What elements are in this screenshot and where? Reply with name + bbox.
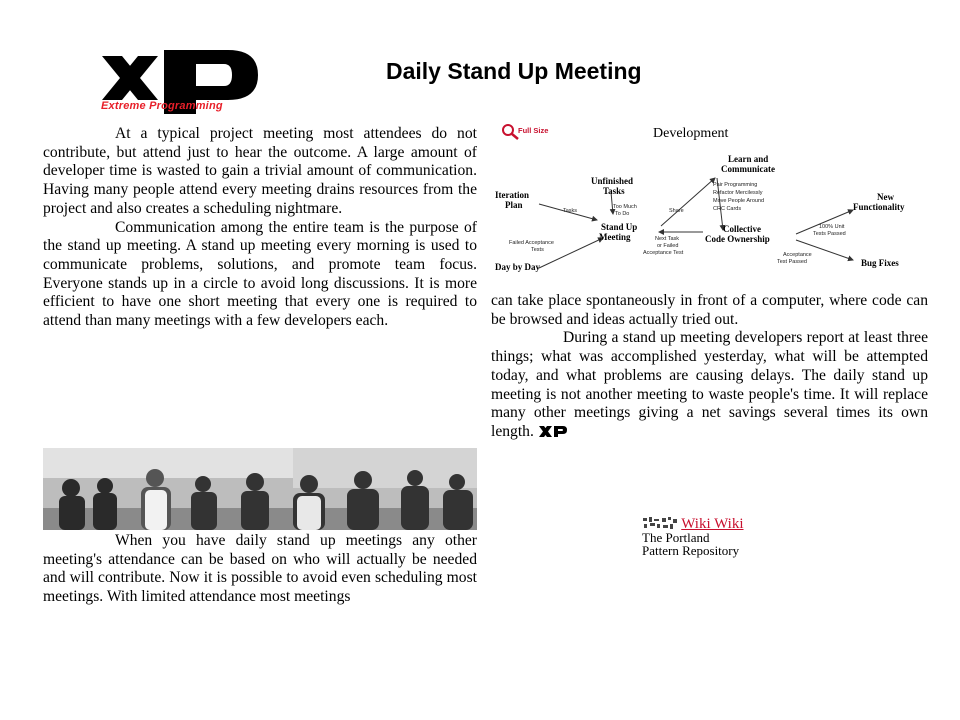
paragraph-5 (491, 329, 928, 441)
paragraph-1: At a typical project meeting most attendees do not contribute, but attend just to hear the outcome. A large amount of developer time is wasted to gain a trivial amount of communication. Having many people attend every meeting drains resources from the project and also creates a scheduling nightmare. (43, 125, 477, 217)
page-title: Daily Stand Up Meeting (386, 58, 642, 84)
full-size-label: Full Size (518, 126, 549, 135)
label-practices: Pair Programming Refactor Mercilessly Move People Around CRC Cards (713, 182, 765, 212)
left-column-bottom (43, 532, 477, 607)
standup-meeting-photo (43, 448, 477, 530)
label-failed-acceptance: Failed Acceptance Tests (509, 240, 554, 253)
magnifier-icon (503, 125, 513, 135)
wiki-wiki-link[interactable]: Wiki Wiki (681, 516, 744, 532)
label-unit-tests: 100% Unit Tests Passed (813, 224, 846, 237)
paragraph-2: Communication among the entire team is the purpose of the stand up meeting. A stand up meeting every morning is used to communicate problems, solutions, and promote team focus. Everyone stands up in a circle to avoid long discussions. It is more efficient to have one short meeting that every one is required to attend than many meetings with a few developers each. (43, 218, 477, 330)
wiki-logo-icon (642, 516, 678, 530)
label-too-much: Too Much To Do (613, 204, 637, 217)
node-bug-fixes: Bug Fixes (861, 258, 899, 268)
paragraph-3: When you have daily stand up meetings any other meeting's attendance can be based on who will actually be needed and will contribute. Now it is possible to avoid even scheduling most meetings. With limited attendance most meetings (43, 532, 477, 606)
node-stand-up-meeting: Stand Up Meeting (599, 222, 638, 242)
paragraph-4: can take place spontaneously in front of a computer, where code can be browsed and ideas actually tried out. (491, 292, 928, 328)
wiki-line-3: Pattern Repository (642, 543, 740, 558)
xp-mini-icon (538, 425, 568, 438)
label-next-task: Next Task or Failed Acceptance Test (643, 236, 684, 256)
label-acceptance-passed: Acceptance Test Passed (777, 252, 812, 265)
left-column-top (43, 125, 477, 331)
right-column (491, 292, 928, 442)
node-collective-code-ownership: Collective Code Ownership (705, 224, 770, 244)
wiki-line-2: The Portland (642, 530, 710, 545)
node-new-functionality: New Functionality (853, 192, 905, 212)
diagram-title: Development (653, 126, 729, 141)
label-share: Share (669, 208, 684, 214)
node-day-by-day: Day by Day (495, 262, 541, 272)
development-diagram (491, 120, 928, 280)
node-learn-communicate: Learn and Communicate (721, 154, 775, 174)
label-tasks: Tasks (563, 208, 578, 214)
node-unfinished-tasks: Unfinished Tasks (591, 176, 634, 196)
full-size-link[interactable] (503, 125, 548, 139)
node-iteration-plan: Iteration Plan (495, 190, 529, 210)
wiki-attribution (642, 516, 744, 557)
logo-tagline: Extreme Programming (101, 100, 223, 112)
paragraph-5-text: During a stand up meeting developers report at least three things; what was accomplished yesterday, what will be attempted today, and what problems are causing delays. The daily stand up meeting is not another meeting to waste people's time. It will replace many other meetings giving a net savings several times its own length. (491, 329, 928, 440)
